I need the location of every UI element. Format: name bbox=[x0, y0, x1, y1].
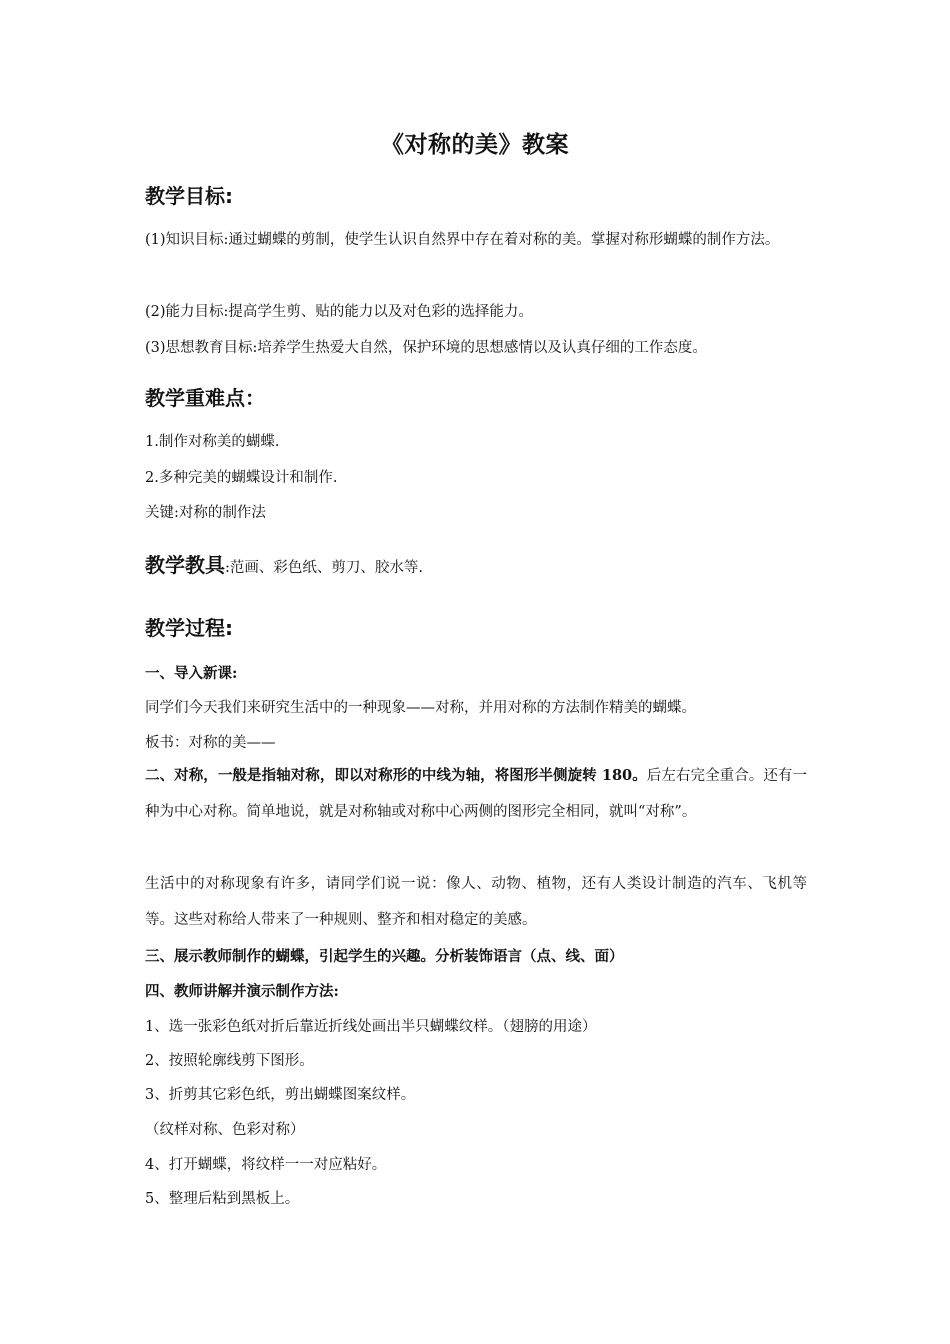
document-title: 《对称的美》教案 bbox=[381, 132, 569, 158]
key-point-item-3: 关键:对称的制作法 bbox=[145, 505, 266, 521]
objective-item-1: (1)知识目标:通过蝴蝶的剪制，使学生认识自然界中存在着对称的美。掌握对称形蝴蝶的制作方法。 bbox=[145, 232, 780, 248]
objective-item-2: (2)能力目标:提高学生剪、贴的能力以及对色彩的选择能力。 bbox=[145, 304, 533, 320]
key-points-heading: 教学重难点： bbox=[145, 386, 265, 410]
step-2: 2、按照轮廓线剪下图形。 bbox=[145, 1053, 314, 1069]
objective-item-3: (3)思想教育目标:培养学生热爱大自然，保护环境的思想感情以及认真仔细的工作态度。 bbox=[145, 340, 707, 356]
section2-paragraph bbox=[145, 758, 807, 830]
section1-title: 一、导入新课: bbox=[145, 665, 238, 682]
section1-text: 同学们今天我们来研究生活中的一种现象——对称，并用对称的方法制作精美的蝴蝶。 bbox=[145, 700, 696, 716]
section2-bold-text: 二、对称，一般是指轴对称，即以对称形的中线为轴，将图形半侧旋转 180。 bbox=[145, 767, 647, 784]
tools-list: :范画、彩色纸、剪刀、胶水等. bbox=[225, 560, 423, 576]
step-3: 3、折剪其它彩色纸，剪出蝴蝶图案纹样。 bbox=[145, 1087, 416, 1103]
process-heading: 教学过程: bbox=[145, 616, 233, 640]
objectives-heading: 教学目标: bbox=[145, 184, 233, 208]
step-5: 5、整理后粘到黑板上。 bbox=[145, 1191, 300, 1207]
section3-title: 三、展示教师制作的蝴蝶，引起学生的兴趣。分析装饰语言（点、线、面） bbox=[145, 948, 624, 965]
step-3-note: （纹样对称、色彩对称） bbox=[145, 1122, 305, 1138]
key-point-item-2: 2.多种完美的蝴蝶设计和制作. bbox=[145, 470, 338, 486]
section2-text: 后左右完全重合。还有一种为中心对称。简单地说，就是对称轴或对称中心两侧的图形完全相同，就叫“对称”。 bbox=[145, 768, 808, 820]
section4-title: 四、教师讲解并演示制作方法: bbox=[145, 983, 339, 1000]
step-1: 1、选一张彩色纸对折后靠近折线处画出半只蝴蝶纹样。（翅膀的用途） bbox=[145, 1019, 597, 1035]
tools-heading-label: 教学教具 bbox=[145, 553, 225, 577]
key-point-item-1: 1.制作对称美的蝴蝶. bbox=[145, 434, 280, 450]
section2-paragraph-2: 生活中的对称现象有许多，请同学们说一说：像人、动物、植物，还有人类设计制造的汽车、飞机等等。这些对称给人带来了一种规则、整齐和相对稳定的美感。 bbox=[145, 876, 807, 928]
tools-heading bbox=[145, 549, 423, 578]
step-4: 4、打开蝴蝶，将纹样一一对应粘好。 bbox=[145, 1157, 387, 1173]
section1-board: 板书：对称的美—— bbox=[145, 735, 276, 751]
